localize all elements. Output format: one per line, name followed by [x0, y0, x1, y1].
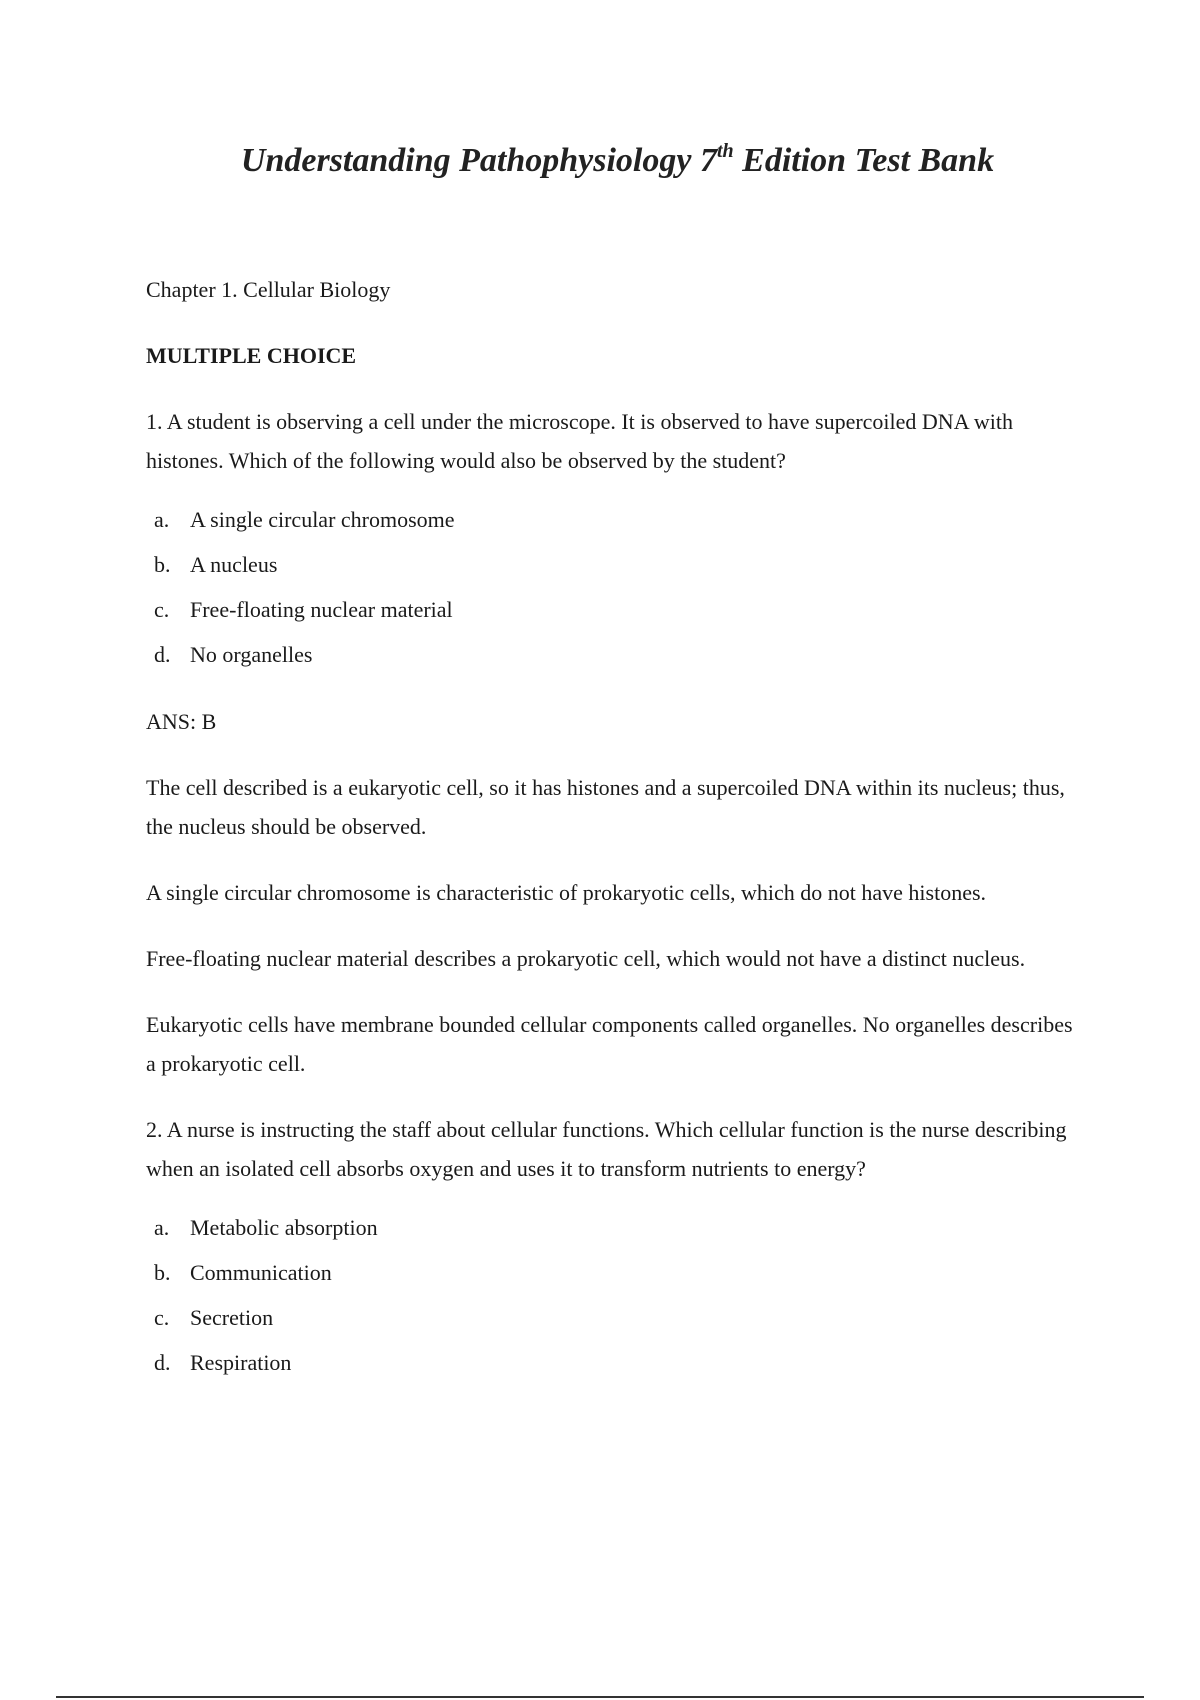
option-letter: b. [154, 1260, 171, 1285]
explanation-paragraph: The cell described is a eukaryotic cell, so it has histones and a supercoiled DNA within its nucleus; thus, the nucleus should be observed. [146, 775, 1065, 839]
option-letter: c. [154, 597, 170, 622]
option-text: Communication [190, 1260, 332, 1285]
explanation-paragraph: Eukaryotic cells have membrane bounded cellular components called organelles. No organelles describes a prokaryotic cell. [146, 1012, 1073, 1076]
option-text: No organelles [190, 642, 313, 667]
title-main-text: Understanding Pathophysiology 7 [240, 142, 717, 179]
question-2-text: 2. A nurse is instructing the staff about cellular functions. Which cellular function is the nurse describing when an isolated cell absorbs oxygen and uses it to transform nutrients to energy? [146, 1117, 1067, 1181]
document-body [146, 270, 1076, 1388]
option-item [154, 1343, 1076, 1388]
option-letter: a. [154, 507, 170, 532]
option-text: A nucleus [190, 552, 278, 577]
question-1-answer: ANS: B [146, 709, 217, 734]
option-letter: a. [154, 1215, 170, 1240]
option-item [154, 590, 1076, 635]
bottom-divider [56, 1696, 1144, 1698]
option-item [154, 1208, 1076, 1253]
explanation-paragraph: Free-floating nuclear material describes a prokaryotic cell, which would not have a distinct nucleus. [146, 946, 1026, 971]
option-item [154, 1253, 1076, 1298]
document-title [0, 142, 1200, 180]
option-text: Metabolic absorption [190, 1215, 378, 1240]
option-text: A single circular chromosome [190, 507, 455, 532]
option-text: Secretion [190, 1305, 274, 1330]
question-2-options [146, 1208, 1076, 1388]
chapter-heading: Chapter 1. Cellular Biology [146, 277, 391, 302]
title-rest-text: Edition Test Bank [733, 142, 995, 179]
option-item [154, 545, 1076, 590]
question-1-text: 1. A student is observing a cell under the microscope. It is observed to have supercoiled DNA with histones. Which of the following would also be observed by the student? [146, 409, 1013, 473]
option-text: Free-floating nuclear material [190, 597, 453, 622]
title-superscript: th [716, 140, 734, 162]
option-item [154, 1298, 1076, 1343]
option-letter: d. [154, 1350, 171, 1375]
option-item [154, 635, 1076, 680]
option-item [154, 500, 1076, 545]
option-letter: d. [154, 642, 171, 667]
section-heading: MULTIPLE CHOICE [146, 343, 357, 368]
question-1-options [146, 500, 1076, 680]
explanation-paragraph: A single circular chromosome is characteristic of prokaryotic cells, which do not have histones. [146, 880, 987, 905]
option-text: Respiration [190, 1350, 292, 1375]
option-letter: c. [154, 1305, 170, 1330]
option-letter: b. [154, 552, 171, 577]
